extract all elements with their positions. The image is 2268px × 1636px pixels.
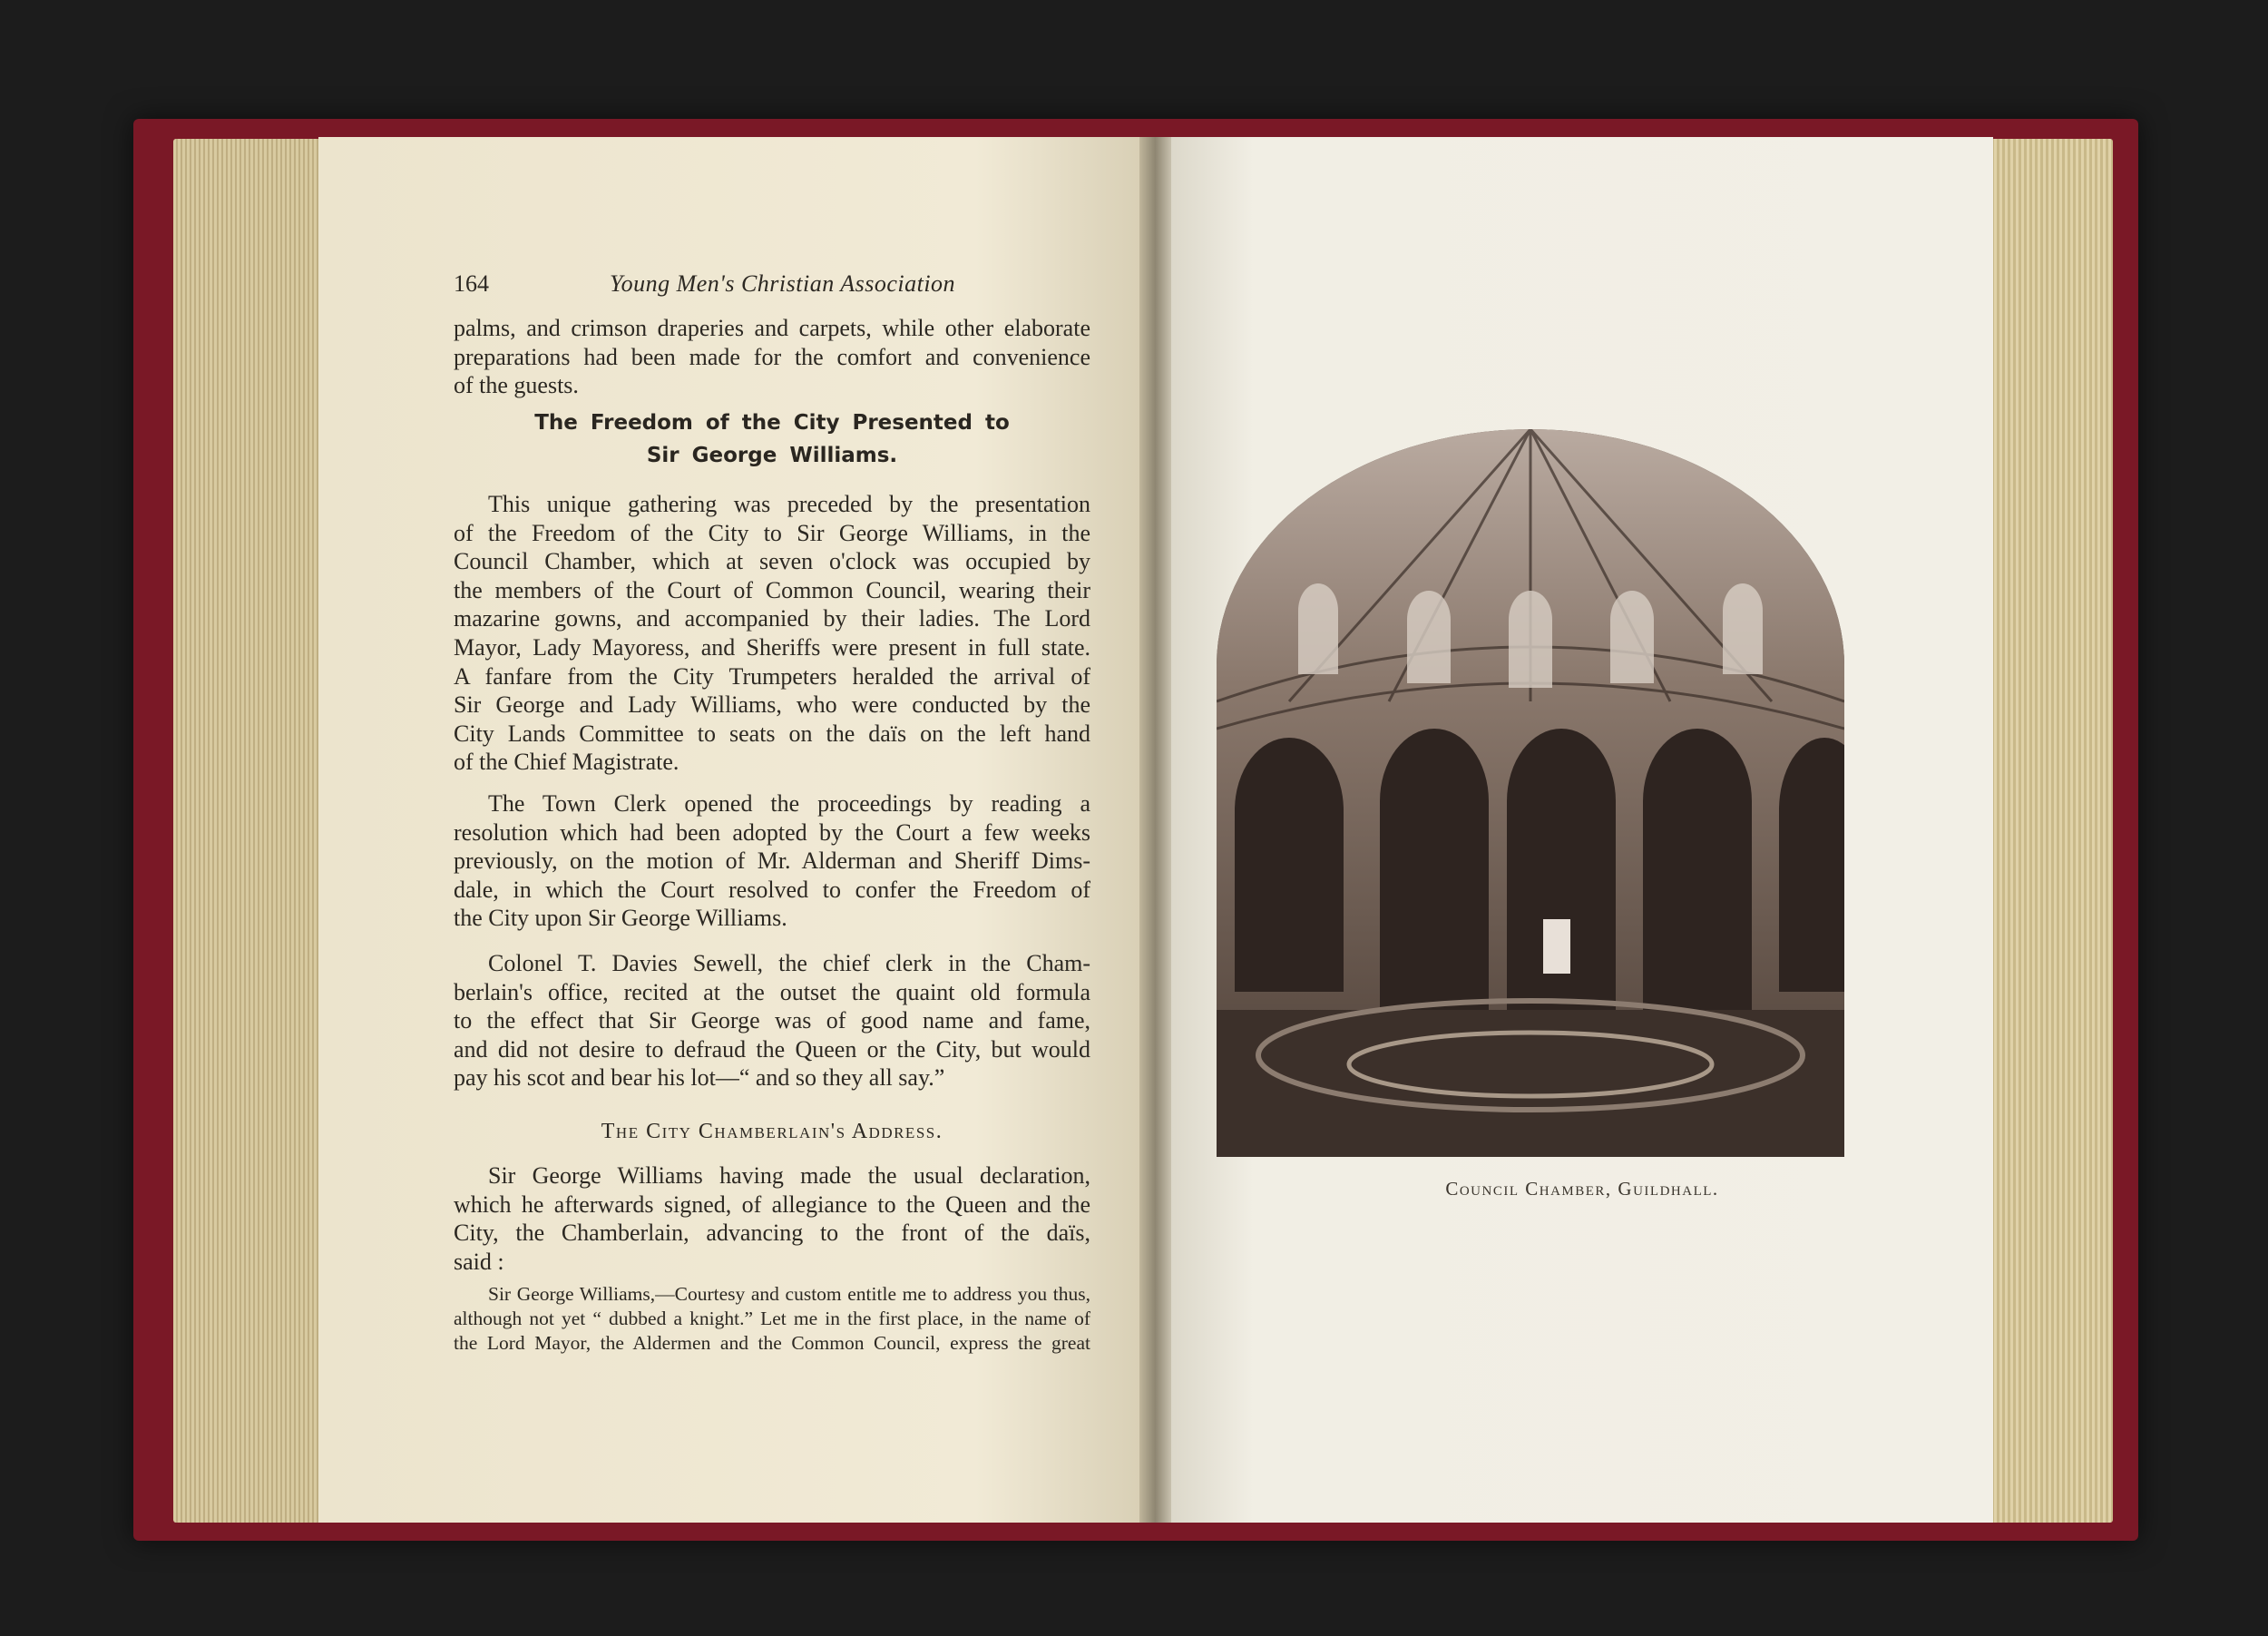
- text-line: mazarine gowns, and accompanied by their ladies. The Lord: [454, 605, 1090, 632]
- paragraph-1: [454, 314, 1090, 400]
- text-line: the members of the Court of Common Council, wearing their: [454, 576, 1090, 603]
- page-number: 164: [454, 270, 489, 297]
- text-line: Sir George and Lady Williams, who were conducted by the: [454, 691, 1090, 719]
- left-page-edges: [173, 139, 320, 1523]
- text-line: and did not desire to defraud the Queen or the City, but would: [454, 1035, 1090, 1063]
- paragraph-4: [454, 949, 1090, 1092]
- text-line: said :: [454, 1248, 504, 1275]
- paragraph-3: [454, 789, 1090, 933]
- text-line: of the Chief Magistrate.: [454, 749, 679, 776]
- illustration-caption: Council Chamber, Guildhall.: [1445, 1178, 1719, 1200]
- text-line: the City upon Sir George Williams.: [454, 905, 787, 932]
- running-title: Young Men's Christian Association: [610, 270, 956, 297]
- text-line: previously, on the motion of Mr. Alderman and Sheriff Dims-: [454, 847, 1090, 875]
- running-head: [454, 270, 1090, 301]
- text-line: Sir George Williams having made the usual declaration,: [488, 1162, 1090, 1189]
- council-chamber-engraving: [1217, 429, 1844, 1157]
- text-line: the Lord Mayor, the Aldermen and the Common Council, express the great: [454, 1332, 1090, 1354]
- paragraph-2: [454, 490, 1090, 777]
- text-line: This unique gathering was preceded by the presentation: [488, 491, 1090, 517]
- text-line: of the Freedom of the City to Sir George Williams, in the: [454, 519, 1090, 546]
- text-line: Sir George Williams,—Courtesy and custom entitle me to address you thus,: [488, 1283, 1090, 1305]
- text-line: The Town Clerk opened the proceedings by reading a: [488, 790, 1090, 817]
- text-line: pay his scot and bear his lot—“ and so they all say.”: [454, 1064, 945, 1092]
- engraving-illustration: [1217, 429, 1844, 1157]
- text-line: although not yet “ dubbed a knight.” Let me in the first place, in the name of: [454, 1308, 1090, 1329]
- text-line: Mayor, Lady Mayoress, and Sheriffs were present in full state.: [454, 633, 1090, 661]
- text-line: palms, and crimson draperies and carpets, while other elaborate: [454, 315, 1090, 341]
- right-page-edges: [1991, 139, 2113, 1523]
- quoted-address: [454, 1282, 1090, 1356]
- section-heading-line: Sir George Williams.: [646, 444, 898, 467]
- paragraph-5: [454, 1161, 1090, 1276]
- text-line: preparations had been made for the comfort and convenience: [454, 343, 1090, 370]
- text-line: of the guests.: [454, 372, 579, 399]
- text-line: City, the Chamberlain, advancing to the front of the daïs,: [454, 1220, 1090, 1247]
- book-gutter: [1139, 137, 1171, 1523]
- text-line: Council Chamber, which at seven o'clock was occupied by: [454, 548, 1090, 575]
- text-line: berlain's office, recited at the outset the quaint old formula: [454, 978, 1090, 1005]
- text-line: Colonel T. Davies Sewell, the chief clerk in the Cham-: [488, 950, 1090, 976]
- text-line: which he afterwards signed, of allegiance to the Queen and the: [454, 1190, 1090, 1218]
- subheading: The City Chamberlain's Address.: [601, 1120, 943, 1143]
- text-line: City Lands Committee to seats on the daïs on the left hand: [454, 720, 1090, 747]
- text-line: A fanfare from the City Trumpeters heralded the arrival of: [454, 662, 1090, 690]
- text-line: resolution which had been adopted by the Court a few weeks: [454, 818, 1090, 846]
- section-heading-line: The Freedom of the City Presented to: [534, 411, 1010, 435]
- text-line: dale, in which the Court resolved to confer the Freedom of: [454, 876, 1090, 903]
- text-line: to the effect that Sir George was of good name and fame,: [454, 1007, 1090, 1034]
